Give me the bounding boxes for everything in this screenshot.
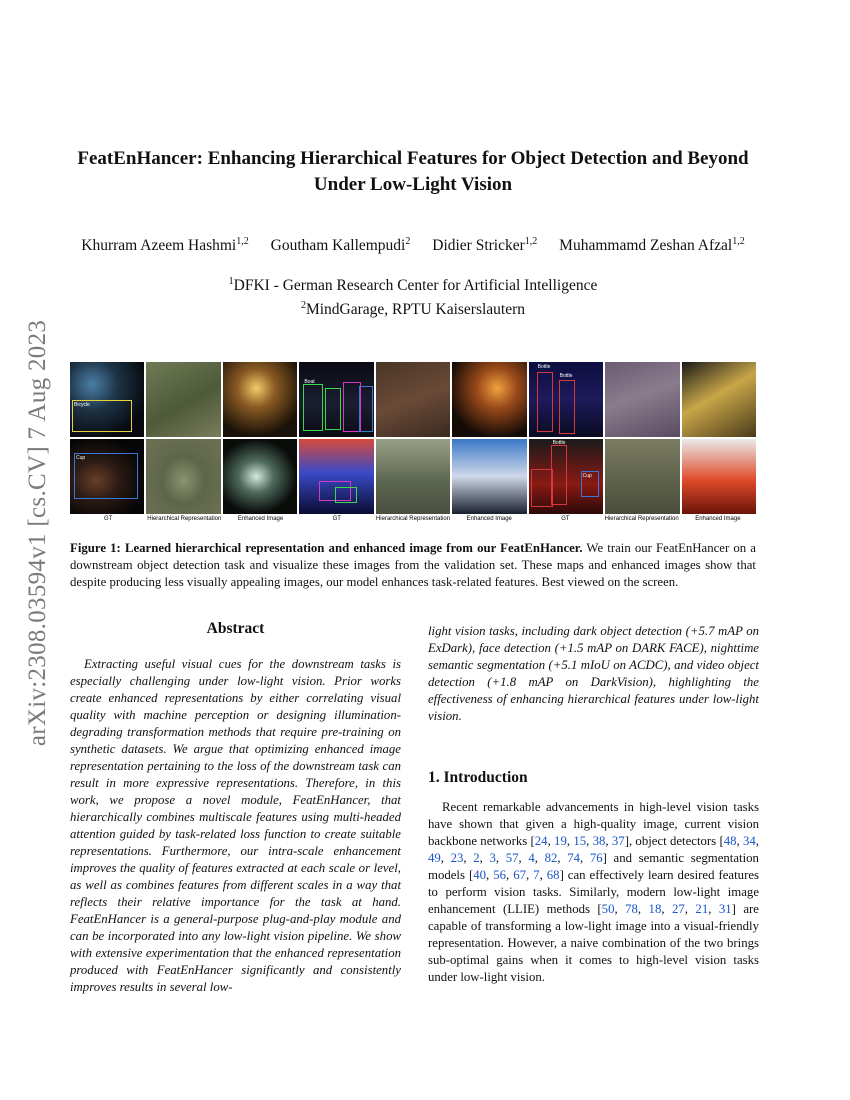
- panel-label: Enhanced Image: [695, 516, 741, 522]
- thumb-night-street-hier: [146, 362, 220, 437]
- citation-link[interactable]: 34: [742, 834, 756, 848]
- bbox-label: Cup: [76, 455, 86, 461]
- citation-link[interactable]: 23: [450, 851, 464, 865]
- citation-group: 48, 34, 49, 23, 2, 3, 57, 4, 82, 74, 76: [428, 834, 759, 865]
- citation-link[interactable]: 19: [554, 834, 567, 848]
- citation-link[interactable]: 78: [625, 902, 638, 916]
- thumb-boats-gt: [299, 362, 373, 437]
- thumb-cup-enh: [223, 439, 297, 514]
- citation-group: 50, 78, 18, 27, 21, 31: [601, 902, 732, 916]
- thumb-harbor-hier: [376, 439, 450, 514]
- figure-caption-title: Figure 1: Learned hierarchical representation and enhanced image from our FeatEnHancer.: [70, 541, 583, 555]
- arxiv-identifier: [18, 290, 58, 775]
- thumb-kitchen-gt: [529, 439, 603, 514]
- citation-link[interactable]: 50: [601, 902, 615, 916]
- intro-text: ] can effectively learn desired features to perform vision tasks. Similarly, modern low-light image enhancement (LLIE) methods [: [428, 868, 759, 916]
- affiliation-2: [70, 296, 756, 320]
- abstract-continued: light vision tasks, including dark object detection (+5.7 mAP on ExDark), face detection (+1.5 mAP on DARK FACE), nighttime semantic segmentation (+5.1 mIoU on ACDC), and video object detection (+1.8 mAP on DarkVision), highlighting the effectiveness of enhancing hierarchical features under low-light vision.: [428, 624, 759, 723]
- citation-link[interactable]: 37: [611, 834, 625, 848]
- author-1: [81, 237, 248, 254]
- author-affil: 2: [405, 236, 411, 247]
- citation-link[interactable]: 21: [695, 902, 709, 916]
- arxiv-id-text: arXiv:2308.03594v1 [cs.CV] 7 Aug 2023: [24, 319, 51, 746]
- citation-link[interactable]: 7: [533, 868, 540, 882]
- author-affil: 1,2: [732, 236, 745, 247]
- bbox-label: Bottle: [552, 440, 566, 446]
- citation-link[interactable]: 82: [544, 851, 558, 865]
- author-affil: 1,2: [236, 236, 249, 247]
- bbox-boat: [325, 388, 341, 430]
- author-4: [559, 237, 745, 254]
- thumb-boats-enh: [452, 362, 526, 437]
- panel-label: GT: [332, 516, 341, 522]
- affiliation-text: MindGarage, RPTU Kaiserslautern: [305, 301, 526, 319]
- bbox-label: Boat: [304, 379, 315, 385]
- intro-text: ] are capable of transforming a low-light image into a visual-friendly representation. However, a naive combination of the two brings sub-optimal gains when it comes to high-level vision tasks under low-light vision.: [428, 902, 759, 984]
- citation-link[interactable]: 4: [528, 851, 535, 865]
- author-affil: 1,2: [524, 236, 538, 247]
- figure-panel-labels: [70, 516, 756, 522]
- thumb-night-street-gt: [70, 362, 144, 437]
- citation-link[interactable]: 48: [723, 834, 737, 848]
- panel-label: Enhanced Image: [466, 516, 512, 522]
- bbox-boat: [303, 384, 323, 431]
- panel-label: GT: [103, 516, 113, 522]
- thumb-night-street-enh: [223, 362, 297, 437]
- citation-link[interactable]: 27: [671, 902, 685, 916]
- figure-image-grid: [70, 362, 756, 514]
- introduction-text: [428, 799, 759, 986]
- thumb-harbor-gt: [299, 439, 373, 514]
- citation-link[interactable]: 68: [546, 868, 560, 882]
- bbox-boat: [359, 386, 373, 432]
- citation-link[interactable]: 40: [473, 868, 487, 882]
- figure-1: [70, 362, 756, 527]
- author-name: Muhammamd Zeshan Afzal: [559, 237, 733, 255]
- bbox-bottle: [531, 469, 553, 507]
- citation-group: 40, 56, 67, 7, 68: [473, 868, 560, 882]
- citation-link[interactable]: 2: [473, 851, 480, 865]
- citation-link[interactable]: 57: [505, 851, 519, 865]
- thumb-bottles-gt: [529, 362, 603, 437]
- bbox-label: Bicycle: [74, 402, 90, 408]
- panel-label: Hierarchical Representation: [604, 516, 679, 522]
- citation-link[interactable]: 76: [589, 851, 603, 865]
- citation-link[interactable]: 67: [513, 868, 526, 882]
- citation-link[interactable]: 56: [493, 868, 506, 882]
- citation-group: 24, 19, 15, 38, 37: [534, 834, 625, 848]
- citation-link[interactable]: 15: [573, 834, 587, 848]
- bbox-label: Bottle: [537, 364, 551, 370]
- panel-label: Hierarchical Representation: [147, 516, 222, 522]
- abstract-heading: Abstract: [206, 620, 265, 637]
- bbox-label: Cup: [582, 473, 592, 479]
- author-list: [60, 236, 766, 255]
- thumb-cup-gt: [70, 439, 144, 514]
- citation-link[interactable]: 49: [428, 851, 441, 865]
- affiliation-1: [70, 272, 756, 296]
- figure-caption: [70, 540, 756, 591]
- affiliation-text: DFKI - German Research Center for Artificial Intelligence: [233, 277, 598, 295]
- bbox-label: Bottle: [559, 373, 573, 379]
- citation-link[interactable]: 31: [718, 902, 732, 916]
- panel-label: GT: [561, 516, 570, 522]
- panel-label: Hierarchical Representation: [375, 516, 451, 522]
- intro-text: ], object detectors [: [624, 834, 724, 848]
- left-column: [70, 620, 401, 996]
- introduction-heading: 1. Introduction: [428, 769, 528, 786]
- intro-text: Recent remarkable advancements in high-level vision tasks have shown that given a high-quality image, current vision backbone networks [: [428, 800, 759, 848]
- figure-caption-body: We train our FeatEnHancer on a downstream object detection task and visualize these images from the validation set. These maps and enhanced images show that despite producing less visually appealing images, our model enhances task-related features. Best viewed on the screen.: [70, 541, 756, 589]
- citation-link[interactable]: 38: [592, 834, 606, 848]
- thumb-bottles-hier: [605, 362, 679, 437]
- author-name: Didier Stricker: [432, 237, 525, 255]
- thumb-harbor-enh: [452, 439, 526, 514]
- author-name: Khurram Azeem Hashmi: [81, 237, 237, 255]
- author-name: Goutham Kallempudi: [270, 237, 406, 255]
- thumb-cup-hier: [146, 439, 220, 514]
- affiliations: [70, 272, 756, 320]
- panel-label: Enhanced Image: [237, 516, 284, 522]
- thumb-kitchen-enh: [682, 439, 756, 514]
- thumb-boats-hier: [376, 362, 450, 437]
- citation-link[interactable]: 74: [567, 851, 580, 865]
- bbox-bottle: [551, 445, 567, 505]
- bbox-bottle: [559, 380, 575, 434]
- citation-link[interactable]: 24: [534, 834, 548, 848]
- right-column: [428, 623, 759, 986]
- affiliation-mark: 1: [228, 276, 234, 287]
- author-2: [271, 237, 411, 254]
- bbox-boat: [335, 487, 357, 503]
- thumb-bottles-enh: [682, 362, 756, 437]
- citation-link[interactable]: 18: [648, 902, 662, 916]
- citation-link[interactable]: 3: [489, 851, 496, 865]
- bbox-bottle: [537, 372, 553, 432]
- intro-text: ] and semantic segmentation models [: [428, 851, 759, 882]
- abstract-text: Extracting useful visual cues for the downstream tasks is especially challenging under low-light vision. Prior works create enhanced representations by either correlating visual quality with machine perception or designing illumination-degrading transformation methods that require pre-training on synthetic datasets. We argue that optimizing enhanced image representation pertaining to the loss of the downstream task can result in more expressive representations. Therefore, in this work, we propose a novel module, FeatEnHancer, that hierarchically combines multiscale features using multi-headed attention guided by task-related loss function to create suitable representations. Furthermore, our intra-scale enhancement improves the quality of features extracted at each scale or level, as well as combines features from different scales in a way that reflects their relative importance for the task at hand. FeatEnHancer is a general-purpose plug-and-play module and can be incorporated into any low-light vision pipeline. We show with extensive experimentation that the enhanced representation produced with FeatEnHancer significantly and consistently improves results in several low-: [70, 657, 401, 994]
- affiliation-mark: 2: [300, 300, 306, 312]
- paper-title: FeatEnHancer: Enhancing Hierarchical Features for Object Detection and Beyond Under Low-Light Vision: [77, 148, 749, 195]
- author-3: [432, 237, 537, 254]
- thumb-kitchen-hier: [605, 439, 679, 514]
